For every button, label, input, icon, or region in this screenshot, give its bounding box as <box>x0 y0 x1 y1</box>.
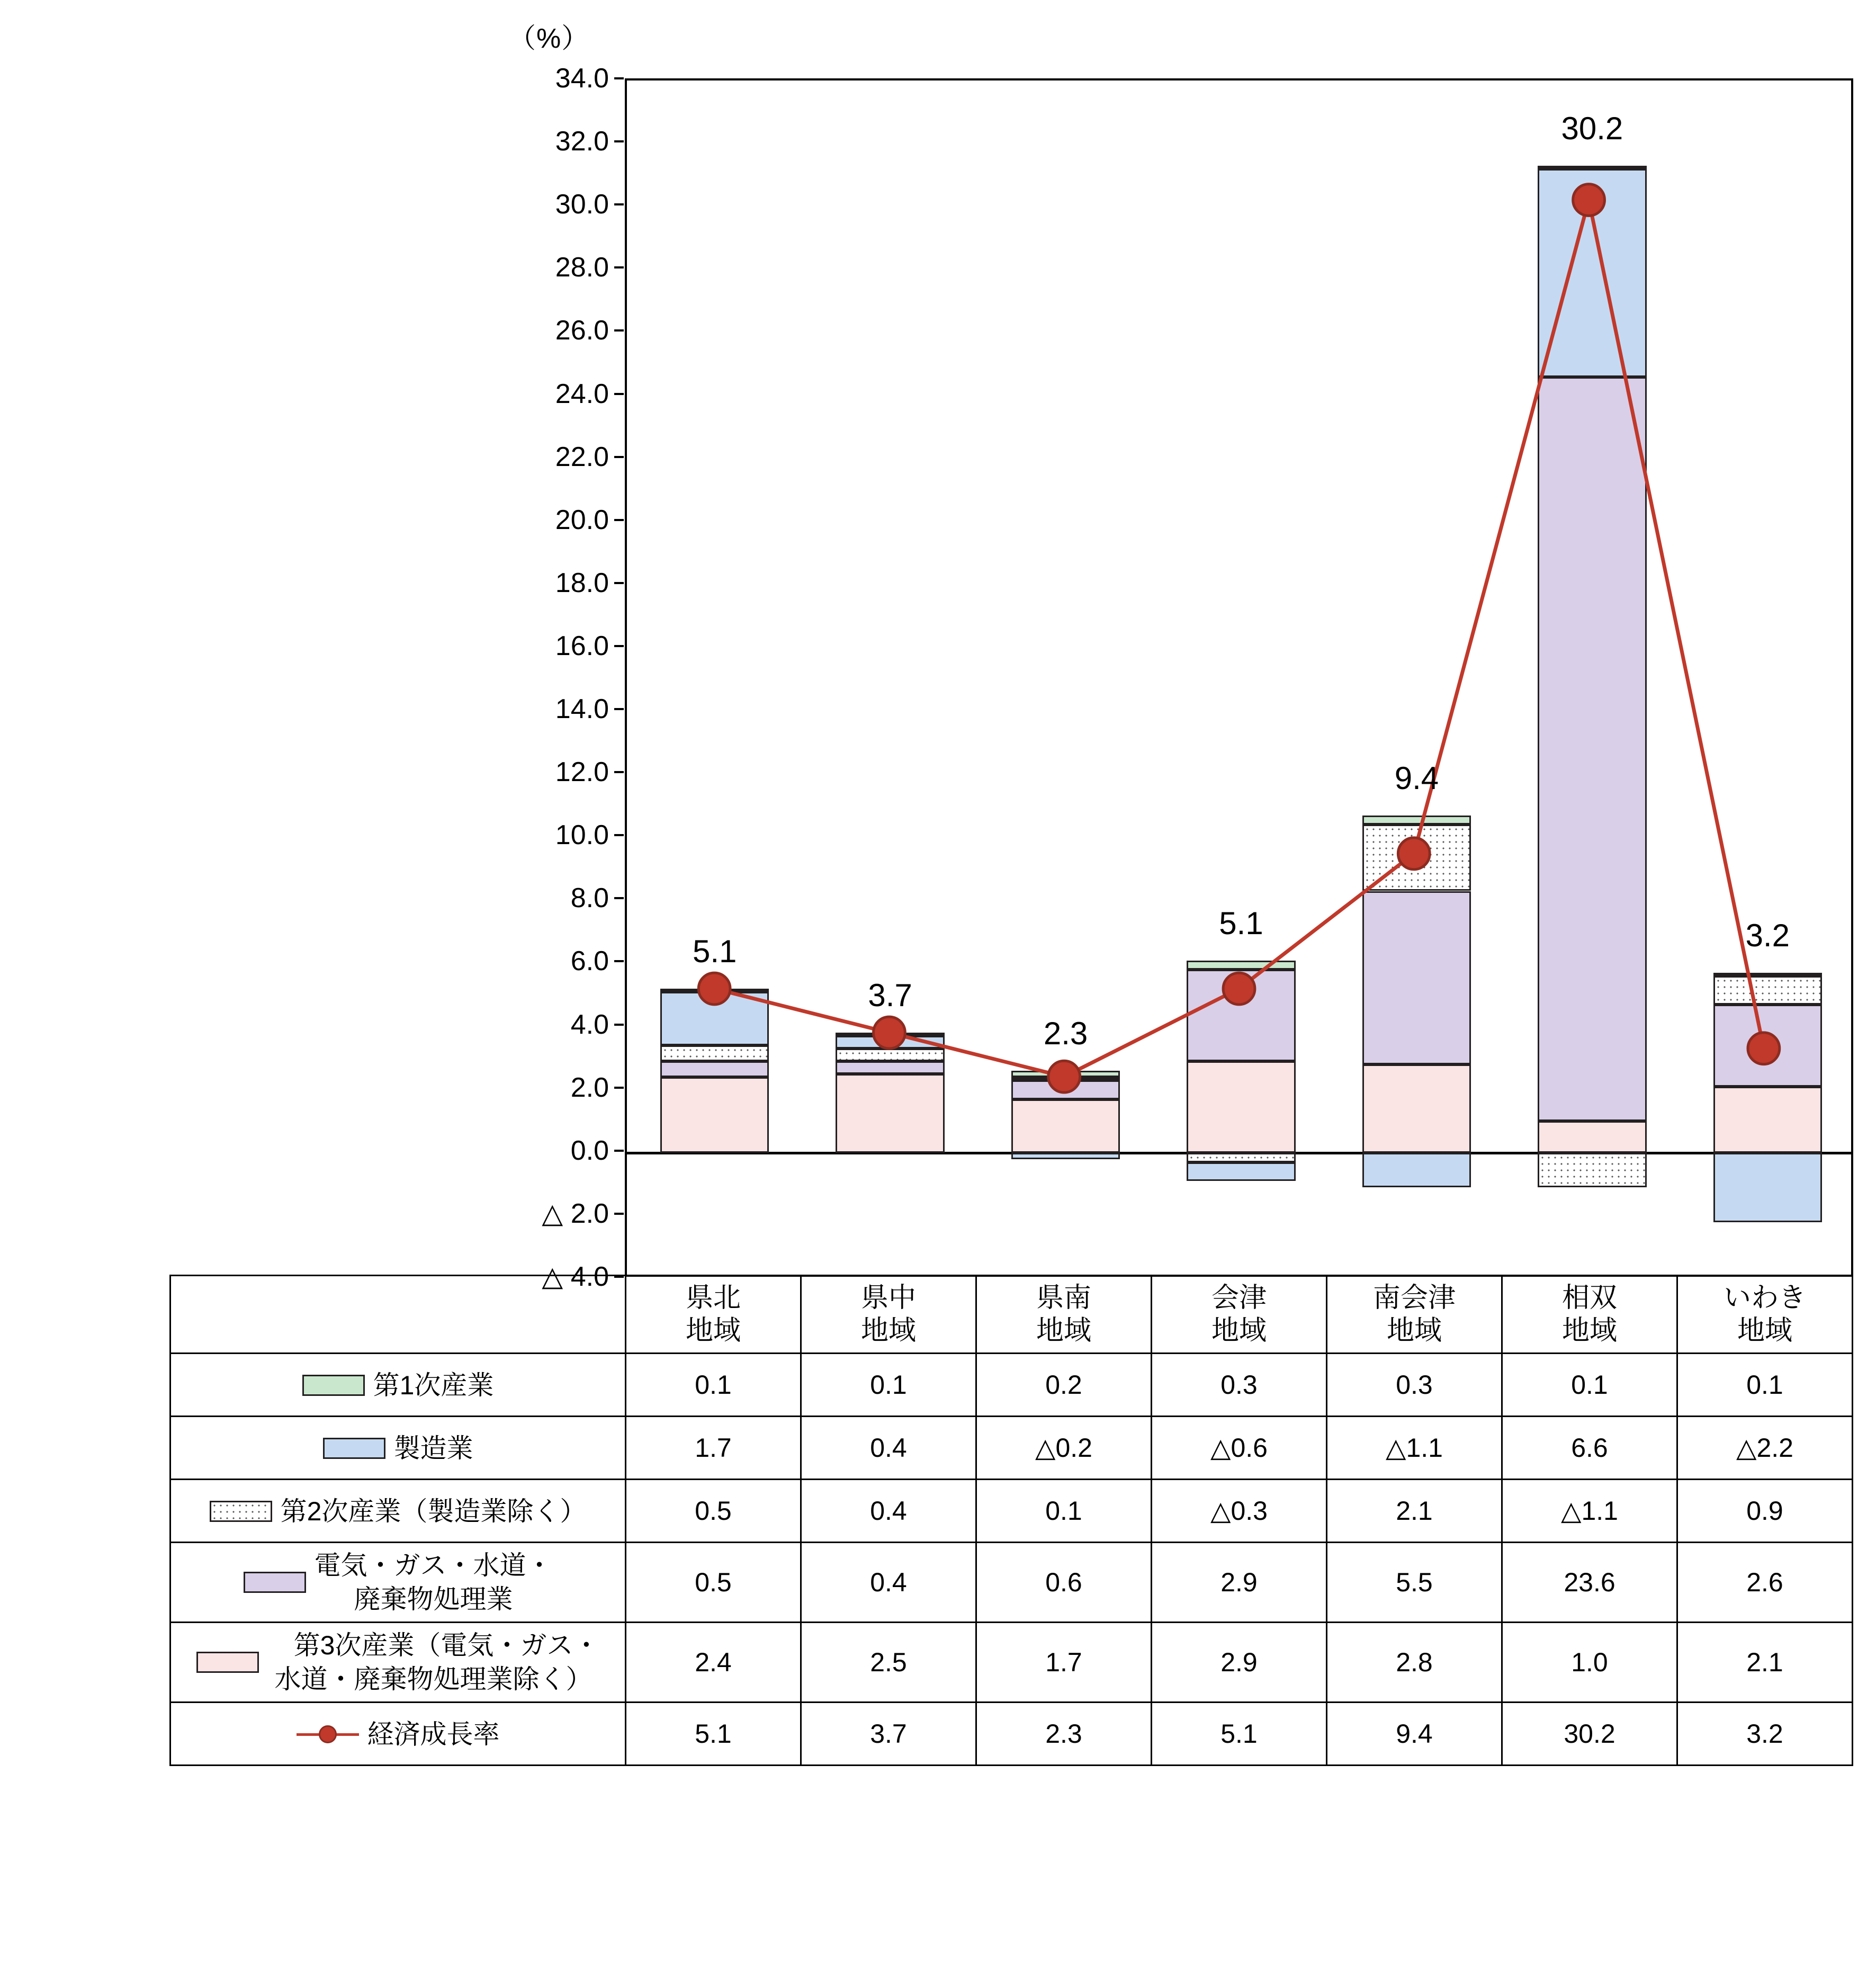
table-cell: 30.2 <box>1502 1703 1677 1766</box>
table-column-header <box>976 1276 1152 1354</box>
bar-value-label: 5.1 <box>1219 905 1263 941</box>
table-cell: △2.2 <box>1677 1417 1853 1480</box>
table-header-row <box>170 1276 1853 1354</box>
y-axis-tick <box>614 960 624 962</box>
table-cell: 0.3 <box>1152 1354 1327 1417</box>
column-header-line: 地域 <box>685 1315 741 1346</box>
table-cell: 0.4 <box>801 1543 976 1623</box>
data-table-wrap <box>169 1275 1853 1766</box>
y-axis-tick-label: 6.0 <box>570 946 609 977</box>
table-cell: 2.5 <box>801 1623 976 1703</box>
table-cell: 0.5 <box>626 1480 801 1543</box>
legend-swatch <box>302 1375 365 1396</box>
growth-rate-marker <box>1748 1033 1780 1064</box>
table-cell: 0.2 <box>976 1354 1152 1417</box>
y-axis-tick <box>614 708 624 710</box>
legend-label-line: 製造業 <box>393 1434 473 1464</box>
column-header-line: 地域 <box>1737 1315 1792 1346</box>
table-row <box>170 1417 1853 1480</box>
y-axis-tick <box>614 1150 624 1152</box>
y-axis-tick <box>614 1024 624 1026</box>
table-cell: 1.7 <box>626 1417 801 1480</box>
table-row <box>170 1543 1853 1623</box>
table-cell: 5.1 <box>1152 1703 1327 1766</box>
legend-swatch <box>210 1501 272 1522</box>
legend-swatch <box>323 1438 385 1459</box>
bar-value-label: 3.7 <box>868 978 912 1014</box>
column-header-line: 地域 <box>1211 1315 1267 1346</box>
legend-label <box>373 1369 494 1401</box>
table-cell: 0.5 <box>626 1543 801 1623</box>
data-table <box>169 1275 1853 1766</box>
table-cell: 2.9 <box>1152 1543 1327 1623</box>
legend-label <box>315 1548 553 1616</box>
data-table-body <box>170 1276 1853 1766</box>
y-axis-tick-label: 10.0 <box>555 820 609 851</box>
column-header-line: 県中 <box>860 1283 916 1313</box>
table-cell: 9.4 <box>1327 1703 1502 1766</box>
table-cell: 3.2 <box>1677 1703 1853 1766</box>
legend-cell <box>170 1354 626 1417</box>
y-axis-tick <box>614 897 624 899</box>
y-axis-tick-label: △ 2.0 <box>542 1198 609 1229</box>
legend-label-line: 経済成長率 <box>367 1719 500 1750</box>
table-cell: 0.1 <box>976 1480 1152 1543</box>
y-axis-tick-label: 4.0 <box>570 1009 609 1040</box>
table-cell: 0.1 <box>801 1354 976 1417</box>
y-axis-tick <box>614 266 624 268</box>
y-axis-tick <box>614 582 624 584</box>
table-cell: △1.1 <box>1502 1480 1677 1543</box>
table-column-header <box>1502 1276 1677 1354</box>
y-axis-tick <box>614 77 624 79</box>
column-header-line: 地域 <box>1561 1315 1617 1346</box>
column-header-line: 地域 <box>860 1315 916 1346</box>
y-axis-tick-label: 18.0 <box>555 567 609 598</box>
growth-rate-line <box>627 80 1851 1275</box>
table-cell: 2.4 <box>626 1623 801 1703</box>
y-axis-tick <box>614 393 624 395</box>
y-axis-tick-label: 26.0 <box>555 315 609 346</box>
table-cell: 3.7 <box>801 1703 976 1766</box>
y-axis-tick <box>614 456 624 458</box>
table-row <box>170 1354 1853 1417</box>
table-cell: 5.1 <box>626 1703 801 1766</box>
legend-label-line: 電気・ガス・水道・ <box>314 1551 553 1580</box>
table-row <box>170 1623 1853 1703</box>
y-axis-tick <box>614 140 624 142</box>
table-cell: 0.4 <box>801 1417 976 1480</box>
column-header-line: 県北 <box>685 1283 741 1313</box>
y-axis-tick-label: 0.0 <box>570 1135 609 1166</box>
growth-rate-marker <box>1223 973 1255 1005</box>
y-axis-tick <box>614 1087 624 1089</box>
y-axis-tick <box>614 1213 624 1215</box>
y-axis-tick <box>614 834 624 836</box>
y-axis-tick-label: 20.0 <box>555 504 609 535</box>
legend-label <box>281 1495 587 1527</box>
legend-label-line: 第1次産業 <box>373 1370 494 1401</box>
legend-cell <box>170 1703 626 1766</box>
y-axis-tick-label: 30.0 <box>555 189 609 220</box>
growth-rate-marker <box>1398 838 1430 870</box>
bar-value-label: 5.1 <box>692 934 737 970</box>
growth-rate-marker <box>698 973 730 1005</box>
table-cell: 0.1 <box>626 1354 801 1417</box>
y-axis-tick <box>614 329 624 332</box>
plot-area <box>625 78 1853 1277</box>
table-cell: 2.6 <box>1677 1543 1853 1623</box>
legend-label <box>394 1432 473 1464</box>
y-axis-tick <box>614 203 624 205</box>
table-cell: 0.1 <box>1677 1354 1853 1417</box>
y-axis-tick <box>614 645 624 647</box>
y-axis-tick-label: 12.0 <box>555 757 609 788</box>
table-cell: 2.9 <box>1152 1623 1327 1703</box>
table-cell: △0.2 <box>976 1417 1152 1480</box>
y-axis-tick-label: 8.0 <box>570 883 609 914</box>
legend-cell <box>170 1543 626 1623</box>
legend-label-line: 水道・廃棄物処理業除く） <box>274 1664 593 1694</box>
table-cell: 2.1 <box>1327 1480 1502 1543</box>
legend-label <box>367 1718 500 1750</box>
y-axis-tick <box>614 519 624 521</box>
table-row <box>170 1703 1853 1766</box>
y-axis-tick-label: 24.0 <box>555 378 609 409</box>
bar-value-label: 3.2 <box>1745 918 1790 954</box>
table-cell: 2.1 <box>1677 1623 1853 1703</box>
table-cell: 2.8 <box>1327 1623 1502 1703</box>
table-cell: 0.9 <box>1677 1480 1853 1543</box>
table-cell: 1.7 <box>976 1623 1152 1703</box>
table-cell: △0.3 <box>1152 1480 1327 1543</box>
table-cell: 2.3 <box>976 1703 1152 1766</box>
table-corner-cell <box>170 1276 626 1354</box>
table-cell: 0.3 <box>1327 1354 1502 1417</box>
legend-label-line: 第2次産業（製造業除く） <box>280 1497 587 1527</box>
y-axis-tick-label: 2.0 <box>570 1072 609 1103</box>
y-axis-tick-label: 22.0 <box>555 441 609 472</box>
legend-label-line: 第3次産業（電気・ガス・ <box>267 1630 600 1660</box>
column-header-line: 会津 <box>1211 1283 1267 1313</box>
table-cell: 23.6 <box>1502 1543 1677 1623</box>
unit-label: （%） <box>508 23 590 54</box>
y-axis-tick-label: 16.0 <box>555 630 609 661</box>
table-cell: 6.6 <box>1502 1417 1677 1480</box>
growth-rate-polyline <box>714 200 1764 1077</box>
table-column-header <box>1327 1276 1502 1354</box>
legend-label-line: 廃棄物処理業 <box>354 1584 513 1614</box>
legend-label <box>267 1628 600 1696</box>
table-cell: △0.6 <box>1152 1417 1327 1480</box>
table-cell: 0.4 <box>801 1480 976 1543</box>
legend-swatch <box>244 1572 306 1593</box>
line-legend-swatch <box>297 1724 359 1745</box>
column-header-line: 南会津 <box>1372 1283 1456 1313</box>
table-column-header <box>626 1276 801 1354</box>
table-column-header <box>1677 1276 1853 1354</box>
column-header-line: いわき <box>1723 1283 1806 1313</box>
growth-rate-marker <box>874 1017 905 1049</box>
column-header-line: 県南 <box>1036 1283 1091 1313</box>
legend-cell <box>170 1623 626 1703</box>
bar-value-label: 2.3 <box>1043 1015 1088 1051</box>
legend-cell <box>170 1417 626 1480</box>
growth-rate-marker <box>1048 1061 1080 1092</box>
y-axis-tick-label: △ 4.0 <box>542 1261 609 1292</box>
table-column-header <box>1152 1276 1327 1354</box>
bar-value-label: 9.4 <box>1394 760 1439 796</box>
growth-rate-marker <box>1573 184 1605 216</box>
table-cell: 1.0 <box>1502 1623 1677 1703</box>
column-header-line: 相双 <box>1561 1283 1617 1313</box>
table-cell: 0.6 <box>976 1543 1152 1623</box>
column-header-line: 地域 <box>1386 1315 1442 1346</box>
table-cell: 0.1 <box>1502 1354 1677 1417</box>
column-header-line: 地域 <box>1036 1315 1091 1346</box>
table-column-header <box>801 1276 976 1354</box>
y-axis-tick <box>614 771 624 773</box>
bar-value-label: 30.2 <box>1561 110 1623 146</box>
y-axis-tick-label: 28.0 <box>555 252 609 283</box>
legend-cell <box>170 1480 626 1543</box>
y-axis-tick-label: 14.0 <box>555 694 609 725</box>
table-row <box>170 1480 1853 1543</box>
legend-swatch <box>196 1652 259 1673</box>
table-cell: △1.1 <box>1327 1417 1502 1480</box>
y-axis-tick-label: 34.0 <box>555 63 609 94</box>
table-cell: 5.5 <box>1327 1543 1502 1623</box>
y-axis-tick-label: 32.0 <box>555 126 609 157</box>
